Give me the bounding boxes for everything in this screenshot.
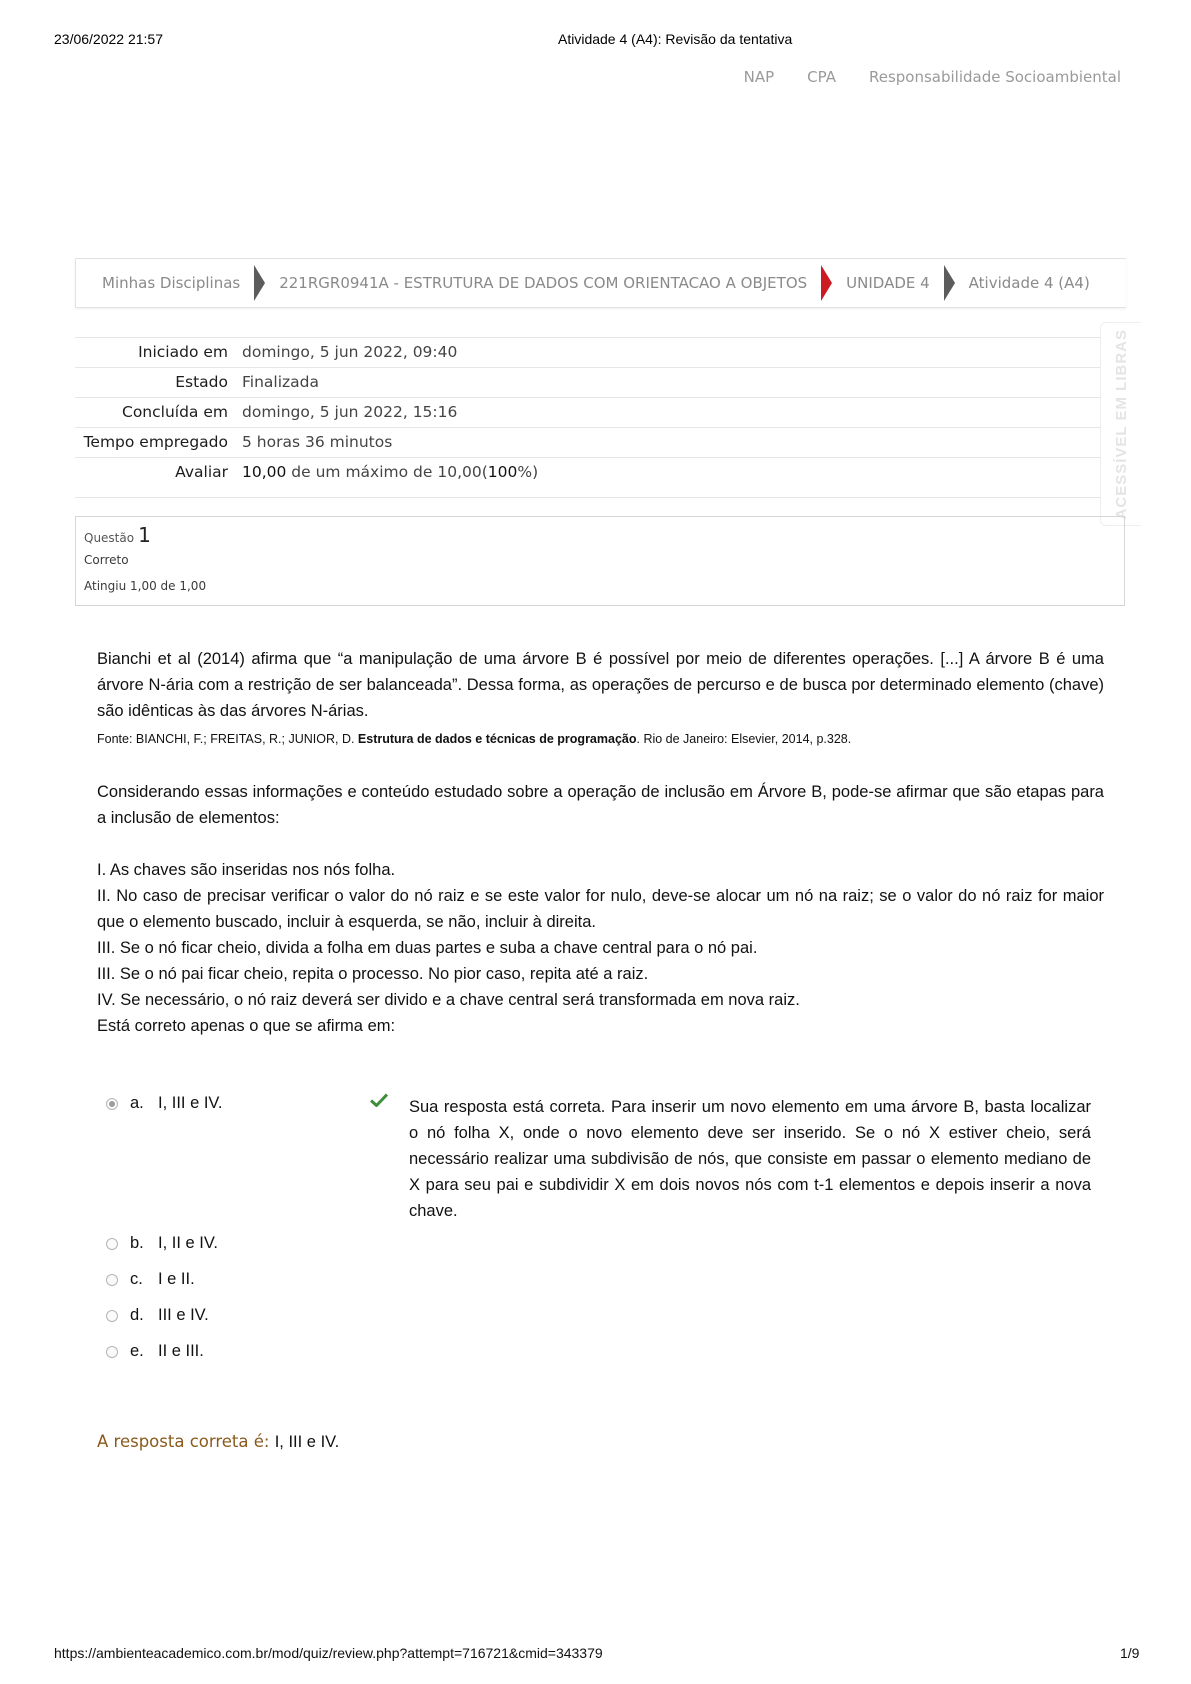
question-intro-text: Bianchi et al (2014) afirma que “a manipulação de uma árvore B é possível por meio de diferentes operações. [...] A árvore B é uma árvore N-ária com a restrição de ser balanceada”. Dessa forma, as operações de percurso e de busca por determinado elemento (chave) são idênticas às das árvores N-árias. — [97, 650, 1104, 720]
answer-option-d[interactable] — [106, 1306, 209, 1325]
answer-option-c[interactable] — [106, 1270, 195, 1289]
option-text: I e II. — [158, 1270, 195, 1288]
breadcrumb-separator-icon — [821, 265, 832, 301]
summary-label: Iniciado em — [75, 338, 242, 368]
question-intro — [97, 646, 1104, 748]
question-label: Questão — [84, 531, 135, 545]
question-status: Correto — [84, 553, 129, 567]
question-info-box — [75, 516, 1125, 606]
question-prompt: Considerando essas informações e conteúdo estudado sobre a operação de inclusão em Árvore B, pode-se afirmar que são etapas para a inclusão de elementos: — [97, 783, 1104, 827]
question-number — [84, 523, 1116, 547]
grade-end: %) — [517, 463, 539, 481]
attempt-summary-table — [75, 337, 1100, 498]
question-number-value: 1 — [138, 523, 151, 547]
print-datetime: 23/06/2022 21:57 — [54, 31, 163, 47]
answer-option-e[interactable] — [106, 1342, 204, 1361]
nav-link-cpa[interactable]: CPA — [807, 68, 836, 86]
summary-row-started — [75, 338, 1100, 368]
nav-link-nap[interactable]: NAP — [743, 68, 775, 86]
summary-label: Concluída em — [75, 398, 242, 428]
breadcrumb — [75, 258, 1126, 308]
option-text: I, II e IV. — [158, 1234, 218, 1252]
correct-answer — [97, 1432, 339, 1452]
summary-value: domingo, 5 jun 2022, 09:40 — [242, 338, 1100, 368]
answer-option-a[interactable] — [106, 1094, 223, 1113]
summary-row-state — [75, 368, 1100, 398]
correct-answer-label: A resposta correta é: — [97, 1432, 275, 1451]
summary-row-completed — [75, 398, 1100, 428]
grade-percent: 100 — [487, 463, 518, 481]
summary-value: Finalizada — [242, 368, 1100, 398]
summary-label: Estado — [75, 368, 242, 398]
breadcrumb-item-atividade[interactable]: Atividade 4 (A4) — [968, 274, 1090, 292]
source-suffix: . Rio de Janeiro: Elsevier, 2014, p.328. — [636, 732, 852, 746]
radio-selected-icon[interactable] — [106, 1098, 118, 1110]
summary-grade-value — [242, 458, 1100, 498]
option-letter: b. — [130, 1234, 144, 1252]
radio-icon[interactable] — [106, 1310, 118, 1322]
source-title: Estrutura de dados e técnicas de programação — [357, 732, 637, 746]
summary-row-time — [75, 428, 1100, 458]
option-text: I, III e IV. — [158, 1094, 223, 1112]
source-prefix: Fonte: BIANCHI, F.; FREITAS, R.; JUNIOR, D. — [97, 732, 358, 746]
statement-item: II. No caso de precisar verificar o valor do nó raiz e se este valor for nulo, deve-se alocar um nó na raiz; se o valor do nó raiz for maior que o elemento buscado, incluir à esquerda, se não, incluir à direita. — [97, 887, 1104, 931]
correct-check-icon — [370, 1093, 388, 1107]
statement-item: III. Se o nó pai ficar cheio, repita o processo. No pior caso, repita até a raiz. — [97, 965, 649, 983]
correct-answer-value: I, III e IV. — [274, 1433, 340, 1451]
breadcrumb-item-course[interactable]: 221RGR0941A - ESTRUTURA DE DADOS COM ORIENTACAO A OBJETOS — [279, 274, 808, 292]
option-letter: c. — [130, 1270, 143, 1288]
grade-middle: de um máximo de 10,00( — [286, 463, 488, 481]
summary-label: Avaliar — [75, 458, 242, 498]
breadcrumb-separator-icon — [944, 265, 955, 301]
breadcrumb-item-unidade[interactable]: UNIDADE 4 — [846, 274, 930, 292]
answer-feedback: Sua resposta está correta. Para inserir um novo elemento em uma árvore B, basta localizar o nó folha X, onde o novo elemento deve ser inserido. Se o nó X estiver cheio, será necessário realizar uma subdivisão de nós, que consiste em passar o elemento mediano de X para seu pai e subdividir X em dois novos nós com t-1 elementos e depois inserir a nova chave. — [409, 1098, 1091, 1220]
breadcrumb-item-minhas-disciplinas[interactable]: Minhas Disciplinas — [102, 274, 241, 292]
summary-label: Tempo empregado — [75, 428, 242, 458]
summary-value: 5 horas 36 minutos — [242, 428, 1100, 458]
print-footer-url: https://ambienteacademico.com.br/mod/quiz/review.php?attempt=716721&cmid=343379 — [54, 1645, 603, 1661]
grade-score: 10,00 — [242, 463, 287, 481]
answer-option-b[interactable] — [106, 1234, 218, 1253]
radio-icon[interactable] — [106, 1238, 118, 1250]
question-source — [97, 730, 1104, 748]
option-letter: a. — [130, 1094, 144, 1112]
libras-label: ACESSÍVEL EM LIBRAS — [1112, 328, 1130, 520]
option-text: III e IV. — [158, 1306, 209, 1324]
nav-link-responsabilidade[interactable]: Responsabilidade Socioambiental — [868, 68, 1121, 86]
option-letter: d. — [130, 1306, 144, 1324]
question-points: Atingiu 1,00 de 1,00 — [84, 579, 207, 593]
statement-item: I. As chaves são inseridas nos nós folha. — [97, 861, 396, 879]
summary-row-grade — [75, 458, 1100, 498]
option-letter: e. — [130, 1342, 144, 1360]
top-nav — [744, 68, 1121, 86]
statement-item: III. Se o nó ficar cheio, divida a folha em duas partes e suba a chave central para o nó pai. — [97, 939, 758, 957]
breadcrumb-separator-icon — [254, 265, 265, 301]
libras-accessibility-tab[interactable] — [1100, 322, 1141, 526]
question-statements — [97, 857, 1104, 1039]
print-title: Atividade 4 (A4): Revisão da tentativa — [558, 31, 793, 47]
summary-value: domingo, 5 jun 2022, 15:16 — [242, 398, 1100, 428]
print-footer-page: 1/9 — [1120, 1645, 1140, 1661]
statement-item: IV. Se necessário, o nó raiz deverá ser divido e a chave central será transformada em nova raiz. — [97, 991, 800, 1009]
option-text: II e III. — [158, 1342, 204, 1360]
radio-icon[interactable] — [106, 1274, 118, 1286]
question-closing: Está correto apenas o que se afirma em: — [97, 1017, 396, 1035]
radio-icon[interactable] — [106, 1346, 118, 1358]
